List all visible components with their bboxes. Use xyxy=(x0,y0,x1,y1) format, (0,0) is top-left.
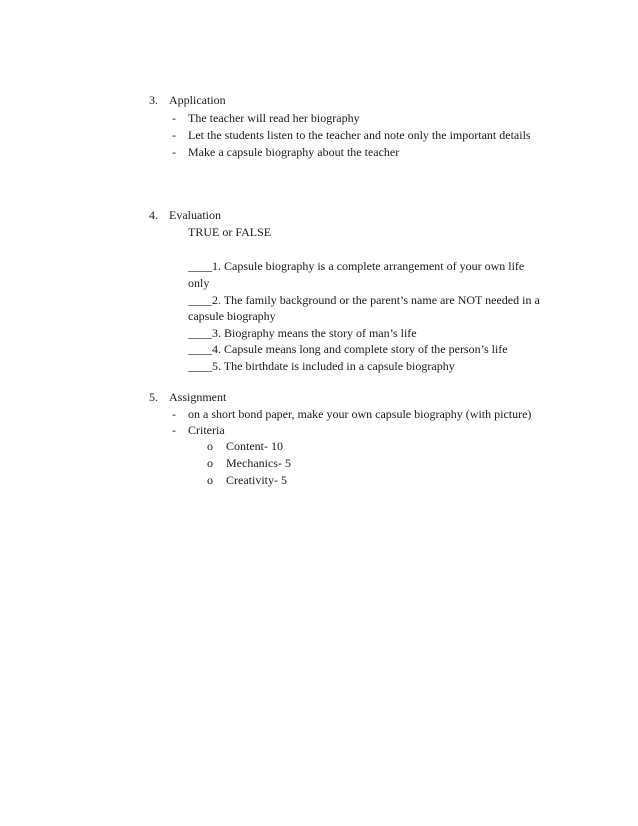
list-item: on a short bond paper, make your own capsule biography (with picture) xyxy=(188,407,532,421)
list-dash: - xyxy=(172,111,176,125)
evaluation-line: ____4. Capsule means long and complete story of the person’s life xyxy=(188,342,508,356)
list-dash: - xyxy=(172,128,176,142)
criteria-item: Mechanics- 5 xyxy=(226,456,291,470)
evaluation-line: only xyxy=(188,276,210,290)
list-item: Let the students listen to the teacher and note only the important details xyxy=(188,128,531,142)
evaluation-instruction: TRUE or FALSE xyxy=(188,225,272,239)
section-number: 3. xyxy=(149,93,158,107)
list-item: Make a capsule biography about the teacher xyxy=(188,145,400,159)
evaluation-line: ____5. The birthdate is included in a capsule biography xyxy=(188,359,455,373)
evaluation-line: ____2. The family background or the parent’s name are NOT needed in a xyxy=(188,293,540,307)
criteria-bullet: o xyxy=(207,456,213,470)
list-dash: - xyxy=(172,423,176,437)
criteria-item: Content- 10 xyxy=(226,439,283,453)
section-number: 4. xyxy=(149,208,158,222)
criteria-item: Creativity- 5 xyxy=(226,473,287,487)
section-heading: Assignment xyxy=(169,390,227,404)
list-item: Criteria xyxy=(188,423,225,437)
evaluation-line: capsule biography xyxy=(188,309,276,323)
criteria-bullet: o xyxy=(207,439,213,453)
section-number: 5. xyxy=(149,390,158,404)
section-heading: Evaluation xyxy=(169,208,221,222)
section-heading: Application xyxy=(169,93,226,107)
criteria-bullet: o xyxy=(207,473,213,487)
evaluation-line: ____1. Capsule biography is a complete arrangement of your own life xyxy=(188,259,525,273)
list-item: The teacher will read her biography xyxy=(188,111,360,125)
list-dash: - xyxy=(172,407,176,421)
evaluation-line: ____3. Biography means the story of man’s life xyxy=(188,326,417,340)
list-dash: - xyxy=(172,145,176,159)
